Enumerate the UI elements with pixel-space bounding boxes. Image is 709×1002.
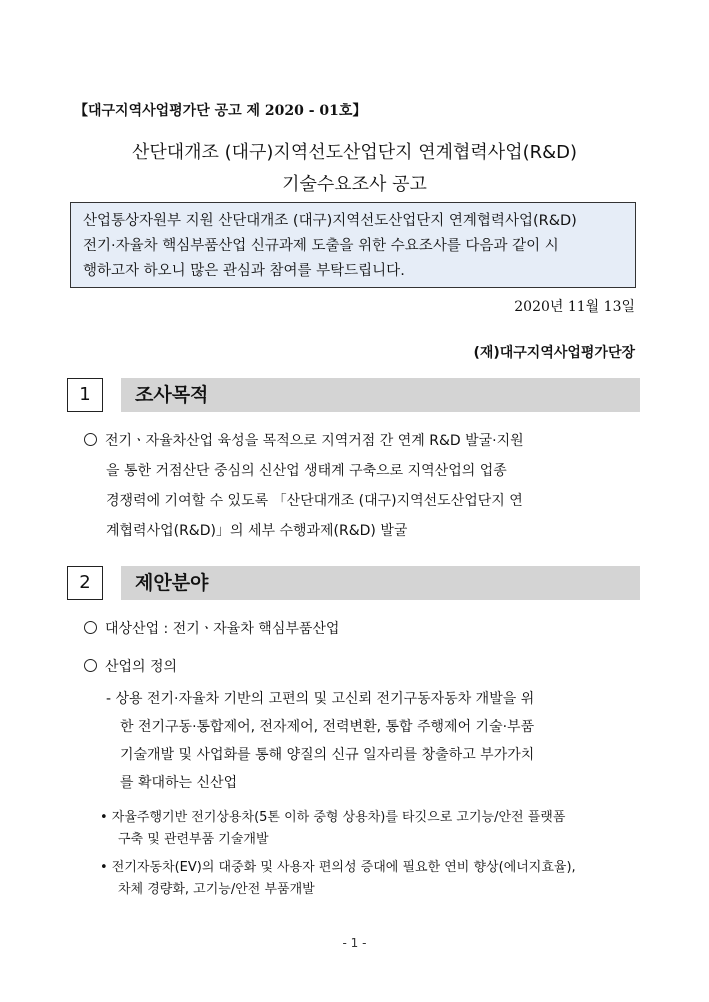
list-item-continuation: 경쟁력에 기여할 수 있도록 「산단대개조 (대구)지역선도산업단지 연 [106,493,523,509]
intro-line: 전기·자율차 핵심부품산업 신규과제 도출을 위한 수요조사를 다음과 같이 시 [83,238,559,254]
sub-bullet-item: • 자율주행기반 전기상용차(5톤 이하 중형 상용차)를 타깃으로 고기능/안전 플랫폼 [100,810,566,825]
announcement-date: 2020년 11월 13일 [514,299,635,315]
section-header-bar [121,378,640,412]
definition-line: 기술개발 및 사업화를 통해 양질의 신규 일자리를 창출하고 부가가치 [120,747,535,763]
section-number: 2 [67,566,103,600]
organization-name: (재)대구지역사업평가단장 [473,345,635,361]
page-number: - 1 - [342,936,367,950]
intro-line: 행하고자 하오니 많은 관심과 참여를 부탁드립니다. [83,263,405,279]
list-item: 산업의 정의 [84,656,177,676]
definition-line: 한 전기구동·통합제어, 전자제어, 전력변환, 통합 주행제어 기술·부품 [120,719,535,735]
circle-bullet-icon [84,433,97,446]
section-header-bar [121,566,640,600]
section-title: 조사목적 [135,384,209,406]
sub-bullet-continuation: 차체 경량화, 고기능/안전 부품개발 [118,882,315,897]
intro-box [70,202,636,288]
page-title: 산단대개조 (대구)지역선도산업단지 연계협력사업(R&D) [131,142,578,163]
list-item-continuation: 계협력사업(R&D)」의 세부 수행과제(R&D) 발굴 [106,523,408,539]
circle-bullet-icon [84,659,97,672]
section-title: 제안분야 [135,572,209,594]
definition-line: - 상용 전기·자율차 기반의 고편의 및 고신뢰 전기구동자동차 개발을 위 [106,691,535,707]
sub-bullet-item: • 전기자동차(EV)의 대중화 및 사용자 편의성 증대에 필요한 연비 향상(에너지효율), [100,860,576,875]
list-item: 대상산업 : 전기ㆍ자율차 핵심부품산업 [84,618,339,638]
page-subtitle: 기술수요조사 공고 [282,174,427,195]
definition-line: 를 확대하는 신산업 [120,775,238,791]
intro-line: 산업통상자원부 지원 산단대개조 (대구)지역선도산업단지 연계협력사업(R&D) [83,213,577,229]
notice-number: 【대구지역사업평가단 공고 제 2020 - 01호】 [74,103,367,119]
list-item: 전기ㆍ자율차산업 육성을 목적으로 지역거점 간 연계 R&D 발굴·지원 [84,430,524,450]
sub-bullet-continuation: 구축 및 관련부품 기술개발 [118,832,269,847]
list-item-continuation: 을 통한 거점산단 중심의 신산업 생태계 구축으로 지역산업의 업종 [106,463,507,479]
section-number: 1 [67,378,103,412]
circle-bullet-icon [84,621,97,634]
